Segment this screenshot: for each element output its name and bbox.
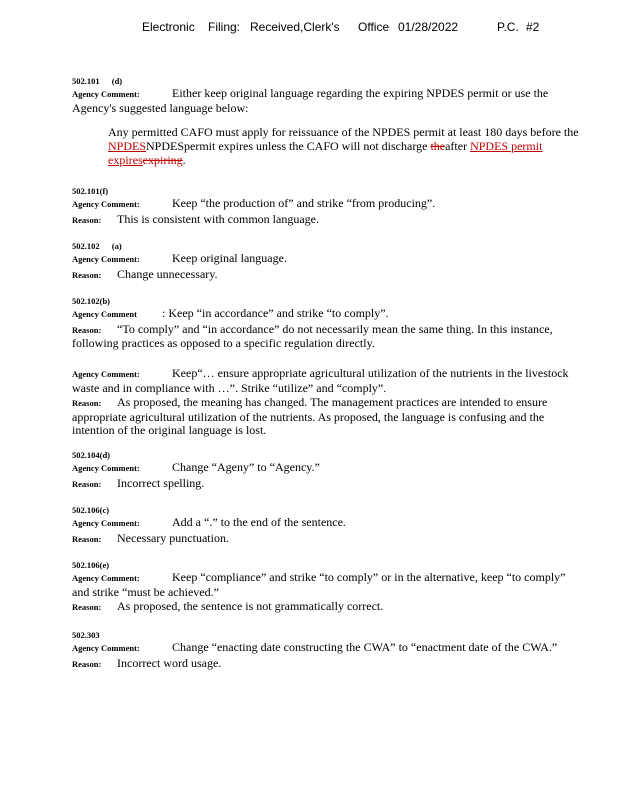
quote-text: NPDESpermit expires unless the CAFO will not discharge — [146, 139, 431, 153]
section-502-106-c — [72, 505, 580, 546]
agency-comment — [72, 87, 580, 115]
agency-comment — [72, 516, 580, 531]
reason — [72, 268, 580, 283]
section-id: 502.303 — [72, 630, 100, 640]
agency-comment-text: Keep“… ensure appropriate agricultural utilization of the nutrients in the livestock waste and in compliance with …”. Strike “utilize” and “comply”. — [72, 366, 569, 395]
reason — [72, 396, 580, 438]
agency-comment-label: Agency Comment: — [72, 643, 140, 653]
reason-text: As proposed, the meaning has changed. The management practices are intended to ensure appropriate agricultural utilization of the nutrients. As proposed, the language is confusing and the intention of the original language is lost. — [72, 395, 548, 437]
agency-comment-label: Agency Comment: — [72, 254, 140, 264]
reason — [72, 600, 580, 615]
quote-text: after — [445, 139, 471, 153]
reason-text: Incorrect word usage. — [117, 655, 222, 670]
section-502-106-e — [72, 560, 580, 615]
reason-text: As proposed, the sentence is not grammatically correct. — [117, 599, 384, 613]
header-electronic: Electronic — [142, 20, 195, 34]
section-502-104-d — [72, 450, 580, 491]
quote-text: Any permitted CAFO must apply for reissuance of the NPDES permit at least 180 days before the — [108, 125, 579, 139]
agency-comment — [72, 571, 580, 599]
inserted-text: NPDES permit expires — [108, 139, 543, 167]
header-received: Received,Clerk's — [250, 20, 340, 34]
inserted-text: NPDES — [108, 139, 147, 153]
quote-text: . — [182, 153, 186, 167]
section-id: 502.106(e) — [72, 560, 110, 570]
reason — [72, 477, 580, 492]
section-id: 502.101 — [72, 76, 100, 86]
reason-label: Reason: — [72, 658, 102, 669]
filing-header — [0, 20, 618, 36]
agency-comment-label: Agency Comment: — [72, 369, 140, 379]
header-date: 01/28/2022 — [398, 20, 459, 34]
reason — [72, 213, 580, 228]
section-subsection: (a) — [111, 241, 122, 251]
reason-label: Reason: — [72, 214, 102, 225]
section-502-101-d — [72, 76, 580, 167]
header-office: Office — [358, 20, 390, 34]
agency-comment — [72, 307, 580, 322]
section-502-101-f — [72, 186, 580, 227]
header-pc: P.C. — [497, 20, 519, 34]
section-502-102-b-continued — [72, 366, 580, 438]
reason-text: Incorrect spelling. — [117, 475, 205, 490]
reason-label: Reason: — [72, 398, 102, 408]
section-id: 502.102(b) — [72, 296, 111, 306]
agency-comment-text: Change “Ageny” to “Agency.” — [172, 460, 320, 474]
agency-comment-text: Either keep original language regarding the expiring NPDES permit or use the Agency's suggested language below: — [72, 86, 549, 115]
deleted-text: expiring — [142, 153, 183, 167]
section-subsection: (d) — [111, 76, 123, 86]
reason — [72, 657, 580, 672]
section-id: 502.102 — [72, 241, 100, 251]
agency-comment-label: Agency Comment: — [72, 463, 140, 473]
section-502-102-a — [72, 241, 580, 282]
reason-text: Necessary punctuation. — [117, 530, 229, 545]
header-number: #2 — [526, 20, 540, 34]
agency-comment-label: Agency Comment: — [72, 199, 140, 209]
reason-label: Reason: — [72, 602, 102, 612]
agency-comment-label: Agency Comment: — [72, 518, 140, 528]
agency-comment-text: Keep “the production of” and strike “from producing”. — [172, 196, 436, 210]
agency-comment-label: Agency Comment: — [72, 89, 140, 99]
reason-label: Reason: — [72, 478, 102, 489]
section-502-303 — [72, 630, 580, 671]
agency-comment-text: Keep “compliance” and strike “to comply” or in the alternative, keep “to comply” and strike “must be achieved.” — [72, 570, 566, 599]
agency-comment — [72, 252, 580, 267]
agency-comment — [72, 197, 580, 212]
agency-comment-text: Change “enacting date constructing the CWA” to “enactment date of the CWA.” — [172, 640, 558, 654]
reason — [72, 532, 580, 547]
agency-comment-text: Keep original language. — [172, 251, 287, 265]
section-id: 502.101(f) — [72, 186, 109, 196]
agency-comment-label: Agency Comment: — [72, 573, 140, 583]
agency-comment-text: : Keep “in accordance” and strike “to comply”. — [162, 306, 389, 320]
reason-label: Reason: — [72, 324, 102, 335]
section-id: 502.106(c) — [72, 505, 110, 515]
deleted-text: the — [430, 139, 446, 153]
agency-comment-label: Agency Comment — [72, 309, 137, 319]
suggested-language — [108, 125, 580, 167]
reason-label: Reason: — [72, 533, 102, 544]
reason-text: This is consistent with common language. — [117, 211, 319, 226]
agency-comment — [72, 461, 580, 476]
reason-text: “To comply” and “in accordance” do not necessarily mean the same thing. In this instance, following practices as opposed to a specific regulation directly. — [72, 321, 553, 350]
section-id: 502.104(d) — [72, 450, 111, 460]
reason — [72, 323, 580, 351]
agency-comment — [72, 641, 580, 656]
header-filing: Filing: — [208, 20, 241, 34]
reason-label: Reason: — [72, 269, 102, 280]
reason-text: Change unnecessary. — [117, 266, 218, 281]
section-502-102-b — [72, 296, 580, 351]
agency-comment-text: Add a “.” to the end of the sentence. — [172, 515, 346, 529]
agency-comment — [72, 367, 580, 395]
